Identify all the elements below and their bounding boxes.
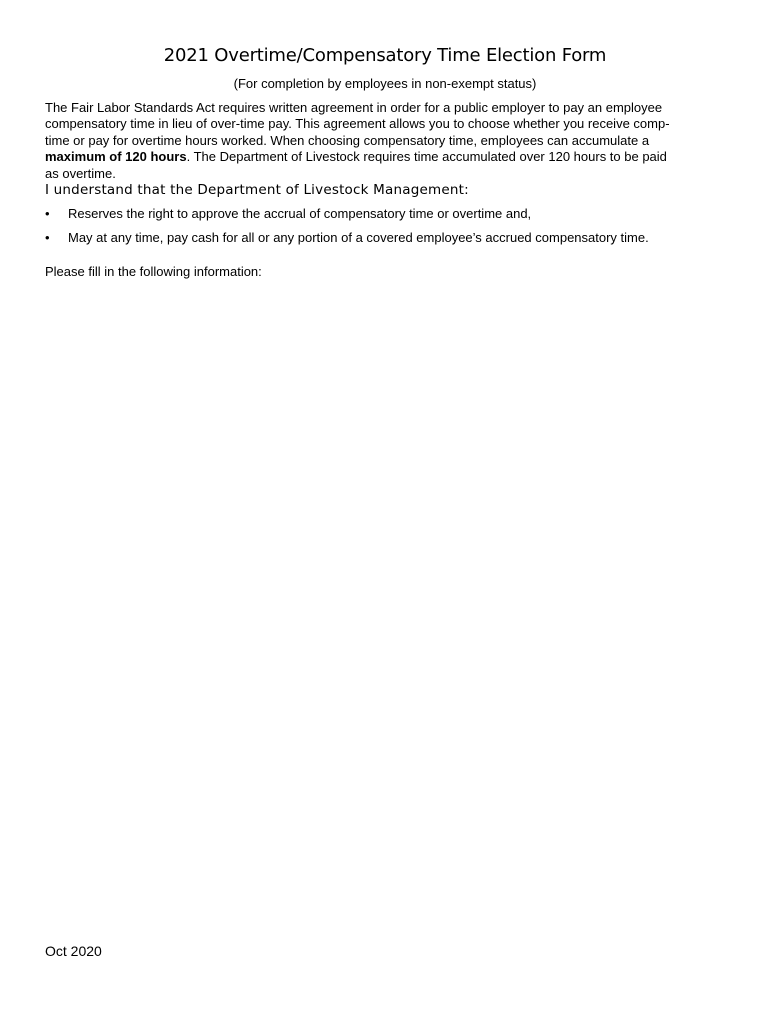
terms-list [45, 206, 735, 254]
fill-in-prompt: Please fill in the following information: [45, 264, 262, 279]
footer-date: Oct 2020 [45, 943, 102, 959]
form-title: 2021 Overtime/Compensatory Time Election Form [163, 45, 607, 66]
bullet-icon: • [45, 206, 50, 221]
list-item [45, 206, 735, 230]
intro-line-5: as overtime. [45, 165, 116, 181]
intro-line-4: . The Department of Livestock requires time accumulated over 120 hours to be paid [186, 149, 667, 165]
intro-line-2: compensatory time in lieu of over-time pay. This agreement allows you to choose whether you receive comp- [45, 116, 670, 132]
intro-line-1: The Fair Labor Standards Act requires written agreement in order for a public employer to pay an employee [45, 100, 663, 115]
list-item-text: Reserves the right to approve the accrual of compensatory time or overtime and, [68, 206, 532, 221]
bullet-icon: • [45, 230, 50, 245]
intro-bold-maximum: maximum of 120 hours [45, 149, 187, 165]
form-subtitle: (For completion by employees in non-exempt status) [233, 76, 537, 91]
intro-paragraph [45, 100, 735, 182]
list-item [45, 230, 735, 254]
list-item-text: May at any time, pay cash for all or any portion of a covered employee’s accrued compensatory time. [68, 230, 649, 245]
intro-line-3: time or pay for overtime hours worked. When choosing compensatory time, employees can accumulate a [45, 132, 650, 148]
understand-heading: I understand that the Department of Livestock Management: [45, 182, 469, 198]
